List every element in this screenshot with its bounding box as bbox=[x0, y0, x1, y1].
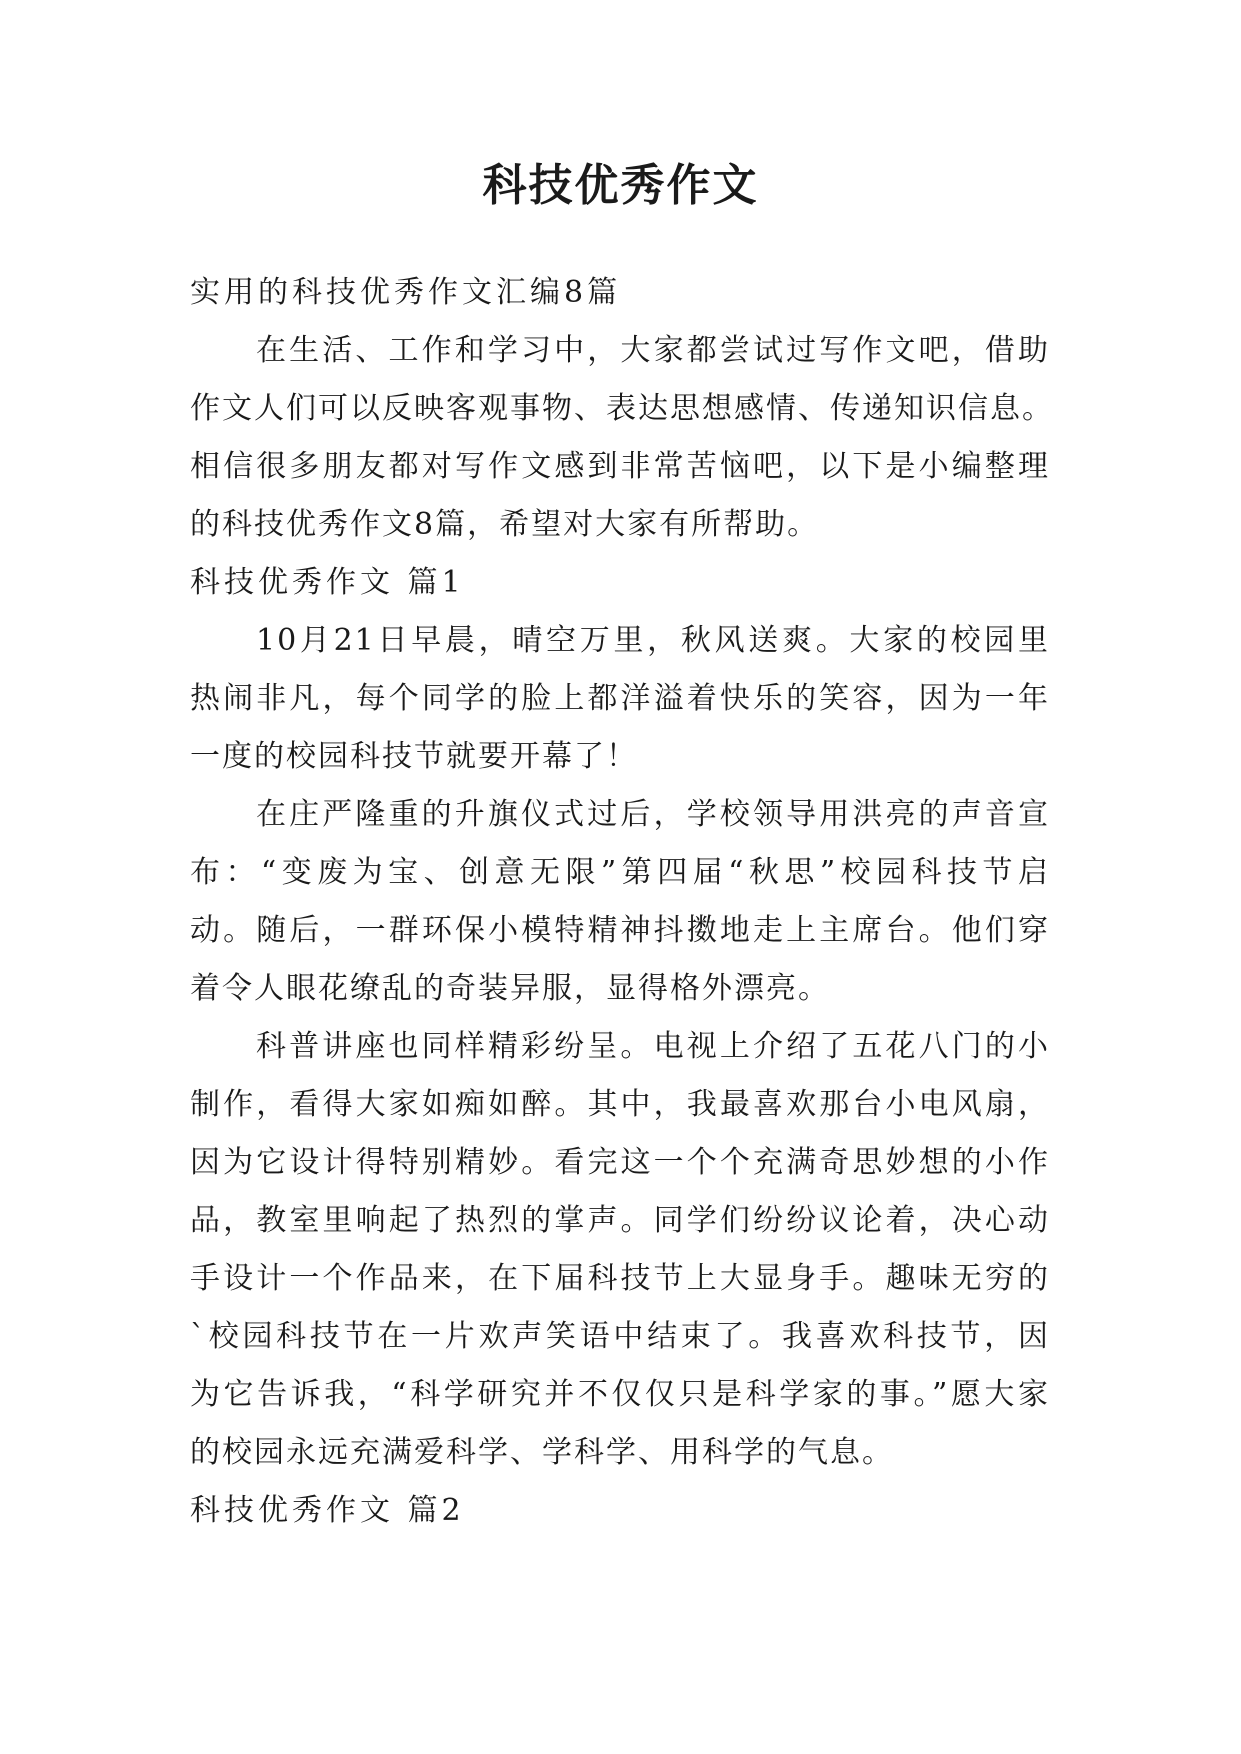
paragraph-line: 制作，看得大家如痴如醉。其中，我最喜欢那台小电风扇， bbox=[190, 1087, 1050, 1122]
paragraph-line: 动。随后，一群环保小模特精神抖擞地走上主席台。他们穿 bbox=[190, 913, 1050, 948]
document-title: 科技优秀作文 bbox=[482, 160, 759, 211]
paragraph-line: 的校园永远充满爱科学、学科学、用科学的气息。 bbox=[190, 1435, 894, 1470]
paragraph-line: 在生活、工作和学习中，大家都尝试过写作文吧，借助 bbox=[256, 333, 1050, 368]
paragraph-line: 一度的校园科技节就要开幕了！ bbox=[190, 739, 638, 774]
paragraph-line: 手设计一个作品来，在下届科技节上大显身手。趣味无穷的 bbox=[190, 1261, 1050, 1296]
paragraph-line: 品，教室里响起了热烈的掌声。同学们纷纷议论着，决心动 bbox=[190, 1203, 1050, 1238]
section-heading: 科技优秀作文 篇1 bbox=[190, 565, 465, 600]
paragraph-line: 相信很多朋友都对写作文感到非常苦恼吧，以下是小编整理 bbox=[190, 449, 1050, 484]
intro-paragraph bbox=[190, 322, 1054, 554]
paragraph bbox=[190, 786, 1050, 1018]
document-body bbox=[190, 264, 1054, 1540]
paragraph bbox=[190, 1018, 1050, 1482]
paragraph-line: 着令人眼花缭乱的奇装异服，显得格外漂亮。 bbox=[190, 971, 830, 1006]
paragraph-line: 热闹非凡，每个同学的脸上都洋溢着快乐的笑容，因为一年 bbox=[190, 681, 1050, 716]
paragraph-line: 在庄严隆重的升旗仪式过后，学校领导用洪亮的声音宣 bbox=[256, 797, 1050, 832]
paragraph-line: 作文人们可以反映客观事物、表达思想感情、传递知识信息。 bbox=[190, 391, 1054, 426]
section-heading: 科技优秀作文 篇2 bbox=[190, 1493, 465, 1528]
paragraph-line: 10月21日早晨，晴空万里，秋风送爽。大家的校园里 bbox=[256, 623, 1050, 658]
paragraph-line: 布：“变废为宝、创意无限”第四届“秋思”校园科技节启 bbox=[190, 855, 1050, 890]
paragraph-line: `校园科技节在一片欢声笑语中结束了。我喜欢科技节，因 bbox=[190, 1319, 1050, 1354]
paragraph-line: 科普讲座也同样精彩纷呈。电视上介绍了五花八门的小 bbox=[256, 1029, 1050, 1064]
paragraph-line: 的科技优秀作文8篇，希望对大家有所帮助。 bbox=[190, 507, 820, 542]
paragraph-line: 因为它设计得特别精妙。看完这一个个充满奇思妙想的小作 bbox=[190, 1145, 1050, 1180]
subtitle: 实用的科技优秀作文汇编8篇 bbox=[190, 275, 622, 310]
paragraph bbox=[190, 612, 1050, 786]
paragraph-line: 为它告诉我，“科学研究并不仅仅只是科学家的事。”愿大家 bbox=[190, 1377, 1050, 1412]
